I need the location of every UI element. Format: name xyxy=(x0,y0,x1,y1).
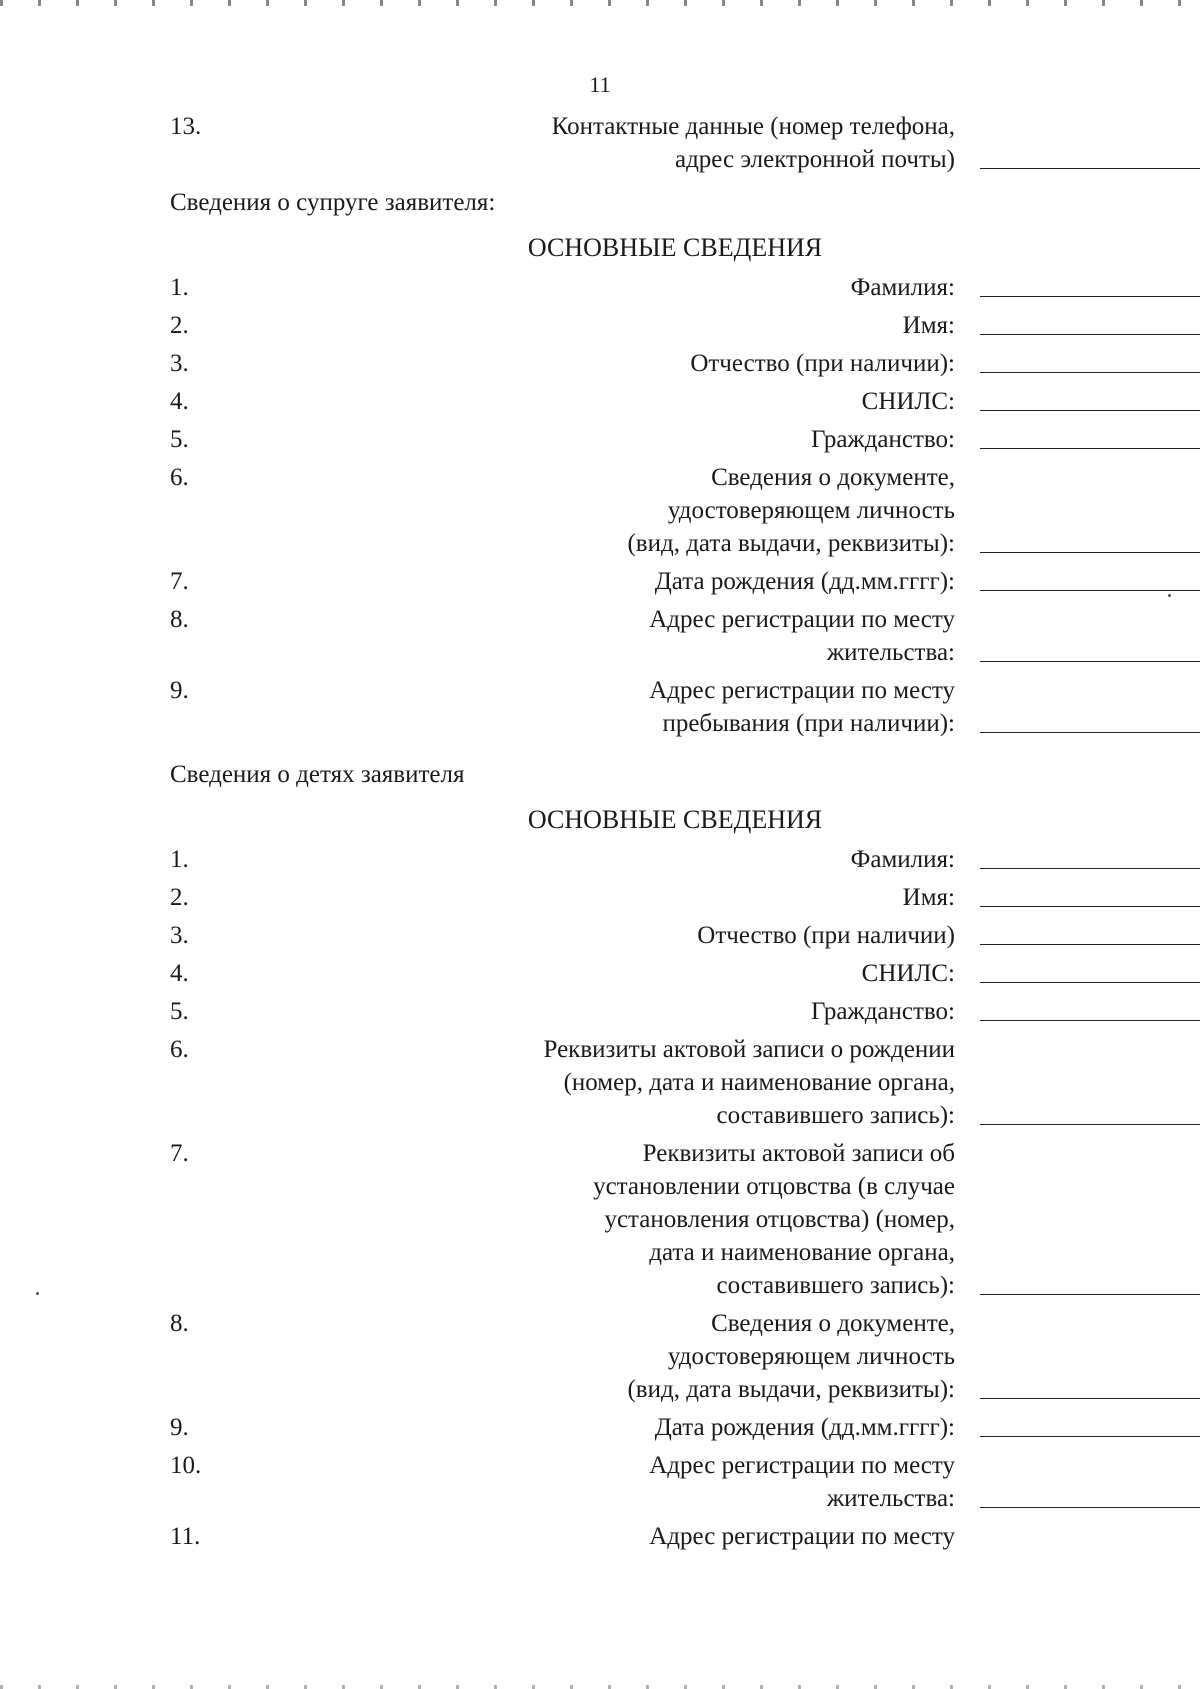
form-field-row xyxy=(170,919,1120,952)
field-label-line: СНИЛС: xyxy=(861,960,955,987)
field-number: 3. xyxy=(170,350,189,377)
form-field-row xyxy=(170,1307,1120,1406)
field-label-line: установления отцовства) (номер, xyxy=(604,1206,955,1233)
field-label-line: Фамилия: xyxy=(850,846,955,873)
field-label-line: СНИЛС: xyxy=(861,388,955,415)
field-label-line: удостоверяющем личность xyxy=(667,497,955,524)
blank-entry-line[interactable] xyxy=(980,295,1200,297)
form-field-row xyxy=(170,1449,1120,1515)
field-number: 1. xyxy=(170,274,189,301)
blank-entry-line[interactable] xyxy=(980,905,1200,907)
contact-item xyxy=(170,110,1120,176)
field-label-line: Сведения о документе, xyxy=(711,1310,955,1337)
blank-entry-line[interactable] xyxy=(980,589,1200,591)
field-label-line: дата и наименование органа, xyxy=(649,1239,955,1266)
field-label xyxy=(290,881,955,914)
field-label xyxy=(290,565,955,598)
field-label xyxy=(290,919,955,952)
field-label-line: Имя: xyxy=(902,884,955,911)
spouse-section-title: ОСНОВНЫЕ СВЕДЕНИЯ xyxy=(527,233,823,262)
form-field-row xyxy=(170,1411,1120,1444)
field-label-line: Отчество (при наличии) xyxy=(697,922,955,949)
field-label-line: Адрес регистрации по месту xyxy=(649,677,955,704)
form-field-row xyxy=(170,565,1120,598)
blank-entry-line[interactable] xyxy=(980,371,1200,373)
field-label-line: Реквизиты актовой записи о рождении xyxy=(543,1036,955,1063)
field-label-line: составившего запись): xyxy=(716,1272,955,1299)
field-label-line: жительства: xyxy=(826,639,955,666)
form-field-row xyxy=(170,1137,1120,1302)
children-fields-list xyxy=(170,843,1120,1553)
form-field-row xyxy=(170,423,1120,456)
field-label-line: Гражданство: xyxy=(810,998,955,1025)
field-label-line: удостоверяющем личность xyxy=(667,1343,955,1370)
field-number: 8. xyxy=(170,1310,189,1337)
field-number: 7. xyxy=(170,1140,189,1167)
children-section-intro: Сведения о детях заявителя xyxy=(170,761,465,788)
field-label-line: (вид, дата выдачи, реквизиты): xyxy=(627,1376,955,1403)
field-label-line: Имя: xyxy=(902,312,955,339)
field-number: 4. xyxy=(170,960,189,987)
form-field-row xyxy=(170,110,1120,176)
blank-entry-line[interactable] xyxy=(980,867,1200,869)
field-label xyxy=(290,110,955,176)
field-label-line: Отчество (при наличии): xyxy=(690,350,955,377)
field-number: 2. xyxy=(170,884,189,911)
blank-entry-line[interactable] xyxy=(980,409,1200,411)
form-field-row xyxy=(170,385,1120,418)
field-number: 10. xyxy=(170,1452,202,1479)
field-label-line: составившего запись): xyxy=(716,1102,955,1129)
blank-entry-line[interactable] xyxy=(980,1019,1200,1021)
field-number: 2. xyxy=(170,312,189,339)
field-number: 5. xyxy=(170,426,189,453)
field-number: 11. xyxy=(170,1523,201,1550)
field-label xyxy=(290,957,955,990)
field-label-line: Гражданство: xyxy=(810,426,955,453)
field-number: 1. xyxy=(170,846,189,873)
field-number: 13. xyxy=(170,113,202,140)
children-section-title: ОСНОВНЫЕ СВЕДЕНИЯ xyxy=(527,805,823,834)
field-label xyxy=(290,271,955,304)
scan-speck xyxy=(1168,594,1171,597)
form-field-row xyxy=(170,843,1120,876)
blank-entry-line[interactable] xyxy=(980,1506,1200,1508)
field-number: 8. xyxy=(170,606,189,633)
field-label xyxy=(290,1307,955,1406)
field-number: 3. xyxy=(170,922,189,949)
field-label xyxy=(290,674,955,740)
field-label-line: пребывания (при наличии): xyxy=(662,710,955,737)
field-label xyxy=(290,347,955,380)
blank-entry-line[interactable] xyxy=(980,731,1200,733)
scan-bottom-edge xyxy=(0,1685,1200,1689)
field-number: 6. xyxy=(170,1036,189,1063)
field-label-line: Адрес регистрации по месту xyxy=(649,1452,955,1479)
form-field-row xyxy=(170,957,1120,990)
field-label xyxy=(290,461,955,560)
form-field-row xyxy=(170,995,1120,1028)
blank-entry-line[interactable] xyxy=(980,551,1200,553)
form-field-row xyxy=(170,603,1120,669)
blank-entry-line[interactable] xyxy=(980,943,1200,945)
field-label-line: Сведения о документе, xyxy=(711,464,955,491)
spouse-section-intro: Сведения о супруге заявителя: xyxy=(170,189,496,216)
field-label xyxy=(290,423,955,456)
field-number: 5. xyxy=(170,998,189,1025)
field-label-line: Контактные данные (номер телефона, xyxy=(551,113,955,140)
scan-speck xyxy=(36,1292,39,1295)
field-label-line: жительства: xyxy=(826,1485,955,1512)
field-label xyxy=(290,1449,955,1515)
form-field-row xyxy=(170,674,1120,740)
field-label-line: Адрес регистрации по месту xyxy=(649,606,955,633)
field-number: 4. xyxy=(170,388,189,415)
field-number: 9. xyxy=(170,677,189,704)
field-label-line: установлении отцовства (в случае xyxy=(593,1173,955,1200)
field-label-line: Дата рождения (дд.мм.гггг): xyxy=(654,568,955,595)
form-field-row xyxy=(170,461,1120,560)
form-field-row xyxy=(170,347,1120,380)
field-number: 7. xyxy=(170,568,189,595)
scan-top-edge xyxy=(0,0,1200,6)
blank-entry-line[interactable] xyxy=(980,167,1200,169)
field-label xyxy=(290,995,955,1028)
field-label xyxy=(290,385,955,418)
field-label xyxy=(290,309,955,342)
field-number: 6. xyxy=(170,464,189,491)
field-label xyxy=(290,843,955,876)
field-label xyxy=(290,1033,955,1132)
field-label-line: адрес электронной почты) xyxy=(674,146,955,173)
blank-entry-line[interactable] xyxy=(980,981,1200,983)
spouse-fields-list xyxy=(170,271,1120,740)
field-label-line: (номер, дата и наименование органа, xyxy=(563,1069,955,1096)
field-label-line: (вид, дата выдачи, реквизиты): xyxy=(627,530,955,557)
form-field-row xyxy=(170,1033,1120,1132)
field-label xyxy=(290,1411,955,1444)
page-number: 11 xyxy=(589,72,611,97)
blank-entry-line[interactable] xyxy=(980,1123,1200,1125)
form-field-row xyxy=(170,271,1120,304)
field-label-line: Реквизиты актовой записи об xyxy=(642,1140,955,1167)
blank-entry-line[interactable] xyxy=(980,333,1200,335)
blank-entry-line[interactable] xyxy=(980,1293,1200,1295)
form-field-row xyxy=(170,1520,1120,1553)
field-label xyxy=(290,603,955,669)
field-number: 9. xyxy=(170,1414,189,1441)
field-label xyxy=(290,1137,955,1302)
field-label xyxy=(290,1520,955,1553)
form-field-row xyxy=(170,881,1120,914)
field-label-line: Адрес регистрации по месту xyxy=(649,1523,955,1550)
field-label-line: Дата рождения (дд.мм.гггг): xyxy=(654,1414,955,1441)
blank-entry-line[interactable] xyxy=(980,660,1200,662)
blank-entry-line[interactable] xyxy=(980,447,1200,449)
blank-entry-line[interactable] xyxy=(980,1397,1200,1399)
form-field-row xyxy=(170,309,1120,342)
blank-entry-line[interactable] xyxy=(980,1435,1200,1437)
field-label-line: Фамилия: xyxy=(850,274,955,301)
form-content xyxy=(170,110,1120,1558)
